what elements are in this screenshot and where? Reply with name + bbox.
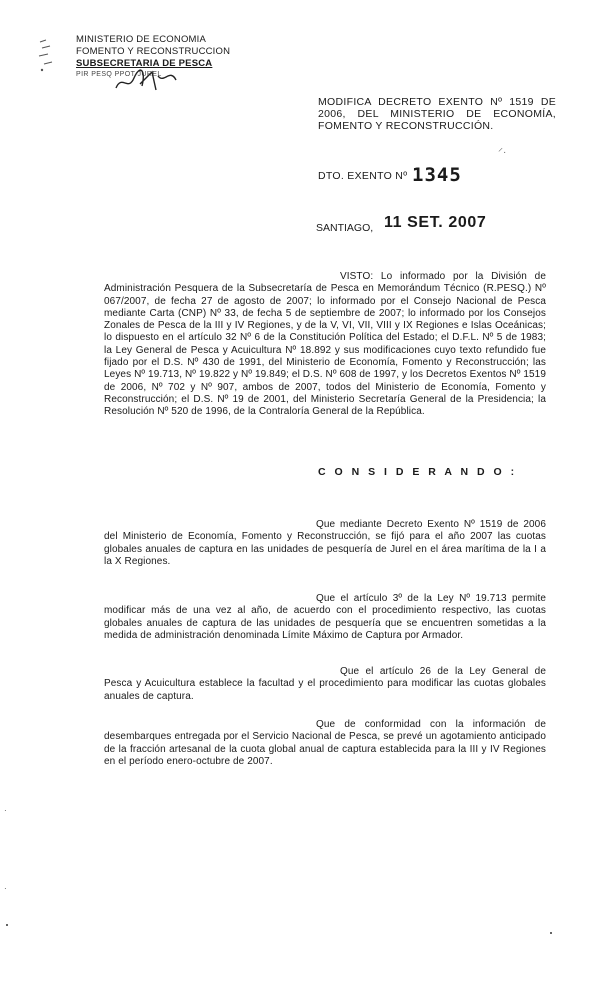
considerando-text: desembarques entregada por el Servicio Nacional de Pesca, se prevé un agotamiento anticipado de la fracción artesanal de la cuota global anual de captura establecida para la III y IV Regiones en el período enero-octubre de 2007. bbox=[104, 731, 546, 767]
considerando-item bbox=[104, 666, 546, 703]
margin-check-icon: ⸍· bbox=[498, 147, 507, 158]
scan-mark: · bbox=[4, 884, 7, 893]
ministry-seal-icon bbox=[36, 36, 66, 76]
considerando-lead: Que el artículo 3º de la Ley Nº 19.713 permite bbox=[316, 593, 546, 604]
considerando-lead: Que mediante Decreto Exento Nº 1519 de bbox=[316, 519, 519, 530]
scan-speck bbox=[550, 932, 552, 934]
date-city: SANTIAGO, bbox=[316, 222, 374, 234]
letterhead-reference: PIR PESQ PPOT JUREL bbox=[76, 71, 162, 78]
handwritten-initials-icon bbox=[112, 66, 182, 96]
considerando-item bbox=[104, 519, 546, 568]
scan-mark: · bbox=[4, 806, 7, 815]
letterhead-subsecretaria: SUBSECRETARIA DE PESCA bbox=[76, 58, 213, 69]
considerando-lead: Que el artículo 26 de la Ley General de Pesca bbox=[104, 666, 546, 690]
date-stamp: 11 SET. 2007 bbox=[384, 214, 487, 231]
considerando-heading: C O N S I D E R A N D O : bbox=[318, 466, 518, 478]
considerando-lead: Que de conformidad con la información de bbox=[316, 719, 546, 730]
considerando-item bbox=[104, 719, 546, 768]
considerando-text: y Acuicultura establece la facultad y el procedimiento para modificar las cuotas globales anuales de captura. bbox=[104, 678, 546, 702]
considerando-item bbox=[104, 593, 546, 642]
letterhead-ministry: MINISTERIO DE ECONOMIA bbox=[76, 34, 207, 45]
visto-text: Lo informado por la División de Administración Pesquera de la Subsecretaría de Pesca en Memorándum Técnico (R.PESQ.) Nº 067/2007, de fecha 27 de agosto de 2007; lo informado por el Consejo Nacional de Pesca mediante Carta (CNP) Nº 33, de fecha 5 de septiembre de 2007; lo informado por los Consejos Zonales de Pesca de la III y IV Regiones, y de la V, VI, VII, VIII y IX Regiones e Islas Oceánicas; lo dispuesto en el artículo 32 Nº 6 de la Constitución Política del Estado; el D.F.L. Nº 5 de 1983; la Ley General de Pesca y Acuicultura Nº 18.892 y sus modificaciones cuyo texto refundido fue fijado por el D.S. Nº 430 de 1991, del Ministerio de Economía, Fomento y Reconstrucción; las Leyes Nº 19.713, Nº 19.822 y Nº 19.849; el D.S. Nº 608 de 1997, y los Decretos Exentos Nº 1519 de 2006, Nº 702 y Nº 907, ambos de 2007, todos del Ministerio de Economía, Fomento y Reconstrucción; el D.S. Nº 19 de 2001, del Ministerio Secretaría General de la Presidencia; la Resolución Nº 520 de 1996, de la Contraloría General de la República. bbox=[104, 271, 547, 418]
decree-number: 1345 bbox=[412, 164, 462, 186]
scan-speck bbox=[6, 924, 8, 926]
visto-paragraph bbox=[104, 271, 546, 419]
decree-label: DTO. EXENTO Nº bbox=[318, 170, 408, 182]
decree-subject: MODIFICA DECRETO EXENTO Nº 1519 DE 2006, DEL MINISTERIO DE ECONOMÍA, FOMENTO Y RECONSTRUCCIÓN. bbox=[318, 96, 556, 132]
considerando-text: modificar más de una vez al año, de acuerdo con el procedimiento respectivo, las cuotas globales anuales de captura de las unidades de pesquería que se encuentren sometidas a la medida de administración denominada Límite Máximo de Captura por Armador. bbox=[104, 605, 546, 641]
letterhead-fomento: FOMENTO Y RECONSTRUCCION bbox=[76, 46, 231, 57]
visto-label: VISTO: bbox=[340, 271, 374, 282]
considerando-text: 2006 del Ministerio de Economía, Fomento y Reconstrucción, se fijó para el año 2007 las cuotas globales anuales de captura en las unidades de pesquería de Jurel en el área marítima de la I a la X Regiones. bbox=[104, 519, 546, 567]
